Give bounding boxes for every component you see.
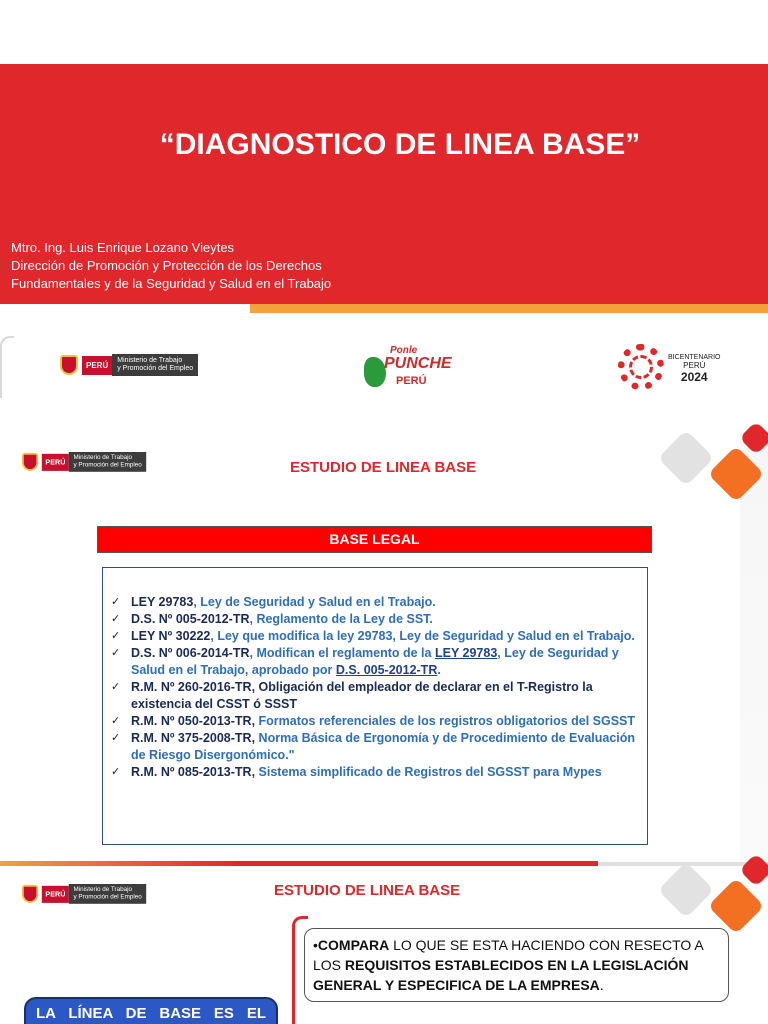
gray-diamond-icon [658, 862, 715, 919]
ministerio-line1: Ministerio de Trabajo [73, 886, 132, 893]
decorative-diamonds [658, 866, 768, 936]
author-name: Mtro. Ing. Luis Enrique Lozano Vieytes [11, 240, 235, 255]
legal-list-box [102, 567, 648, 845]
ministerio-line1: Ministerio de Trabajo [117, 357, 183, 364]
ministerio-logo-small [22, 884, 146, 904]
list-item: ✓ LEY Nº 30222, Ley que modifica la ley 29783, Ley de Seguridad y Salud en el Trabajo. [111, 629, 635, 643]
checkmark-icon: ✓ [111, 766, 121, 778]
decree-link[interactable]: D.S. 005-2012-TR [335, 663, 438, 677]
title-slide [0, 0, 768, 398]
linea-base-definition-box: LA LÍNEA DE BASE ES EL [24, 997, 278, 1024]
bicentenario-year: 2024 [680, 370, 708, 384]
presentation-title: “DIAGNOSTICO DE LINEA BASE” [159, 128, 641, 161]
author-department-2: Fundamentales y de la Seguridad y Salud en el Trabajo [11, 276, 332, 291]
bicentenario-mid: PERÚ [683, 361, 706, 370]
list-item: ✓ R.M. Nº 260-2016-TR, Obligación del empleador de declarar en el T-Registro la existencia del CSST ó SSST [111, 680, 593, 711]
compara-box [304, 928, 729, 1002]
bicentenario-top: BICENTENARIO [668, 354, 721, 361]
slide-title: ESTUDIO DE LINEA BASE [290, 459, 477, 476]
bullet: • [313, 937, 318, 953]
coat-of-arms-icon [22, 885, 38, 903]
ministerio-line1: Ministerio de Trabajo [73, 454, 132, 461]
orange-diamond-icon [708, 446, 765, 503]
gray-diamond-icon [658, 430, 715, 487]
law-link[interactable]: LEY 29783 [434, 646, 498, 660]
compara-text-2: . [599, 977, 604, 993]
punche-main-text: PUNCHE [384, 355, 452, 372]
checkmark-icon: ✓ [111, 647, 121, 659]
peru-label: PERÚ [42, 453, 69, 470]
orange-accent-strip [250, 304, 768, 313]
ministerio-line2: y Promoción del Empleo [117, 365, 194, 372]
list-item: ✓ D.S. Nº 006-2014-TR, Modifican el reglamento de la LEY 29783, Ley de Seguridad y Salud en el Trabajo, aprobado por D.S. 005-2012-TR. [111, 646, 619, 677]
list-item: ✓ R.M. Nº 375-2008-TR, Norma Básica de Ergonomía y de Procedimiento de Evaluación de Riesgo Disergonómico." [111, 731, 636, 762]
ministerio-label [69, 884, 146, 904]
punche-top-text: Ponle [390, 345, 418, 356]
ministerio-logo [60, 354, 198, 376]
compara-text-1: LO QUE SE ESTA HACIENDO CON RESECTO A LOS [313, 937, 703, 973]
bicentenario-logo [618, 344, 728, 392]
coat-of-arms-icon [60, 355, 78, 375]
checkmark-icon: ✓ [111, 681, 121, 693]
list-item: ✓ LEY 29783, Ley de Seguridad y Salud en el Trabajo. [111, 595, 436, 609]
ministerio-label [69, 452, 146, 472]
base-legal-banner: BASE LEGAL [97, 526, 652, 553]
compara-keyword: COMPARA [317, 937, 390, 953]
author-block [11, 239, 331, 293]
slide-title: ESTUDIO DE LINEA BASE [274, 882, 461, 899]
list-item: ✓ R.M. Nº 050-2013-TR, Formatos referenciales de los registros obligatorios del SGSST [111, 714, 636, 728]
checkmark-icon: ✓ [111, 630, 121, 642]
legal-list [111, 594, 637, 781]
checkmark-icon: ✓ [111, 715, 121, 727]
checkmark-icon: ✓ [111, 613, 121, 625]
list-item: ✓ R.M. Nº 085-2013-TR, Sistema simplificado de Registros del SGSST para Mypes [111, 765, 602, 779]
ministerio-line2: y Promoción del Empleo [73, 893, 142, 901]
list-item: ✓ D.S. Nº 005-2012-TR, Reglamento de la Ley de SST. [111, 612, 433, 626]
author-department-1: Dirección de Promoción y Protección de los Derechos [11, 258, 322, 273]
decorative-diamonds [658, 434, 768, 504]
peru-label: PERÚ [42, 885, 69, 902]
ministerio-line2: y Promoción del Empleo [73, 461, 142, 469]
coat-of-arms-icon [22, 453, 38, 471]
bicentenario-text [668, 354, 721, 384]
logo-bar-edge [0, 336, 14, 398]
ponle-punche-logo [360, 345, 452, 391]
ministerio-logo-small [22, 452, 146, 472]
checkmark-icon: ✓ [111, 596, 121, 608]
bicentenario-inner-ring-icon [629, 355, 653, 379]
compara-keyword-2: REQUISITOS ESTABLECIDOS EN LA LEGISLACIÓN GENERAL Y ESPECIFICA DE LA EMPRESA [313, 957, 689, 993]
orange-diamond-icon [708, 878, 765, 935]
checkmark-icon: ✓ [111, 732, 121, 744]
peru-label: PERÚ [82, 356, 112, 375]
ministerio-label [112, 354, 198, 376]
peru-map-icon [364, 357, 386, 387]
red-diamond-icon [739, 421, 768, 455]
punche-bottom-text: PERÚ [396, 375, 427, 387]
